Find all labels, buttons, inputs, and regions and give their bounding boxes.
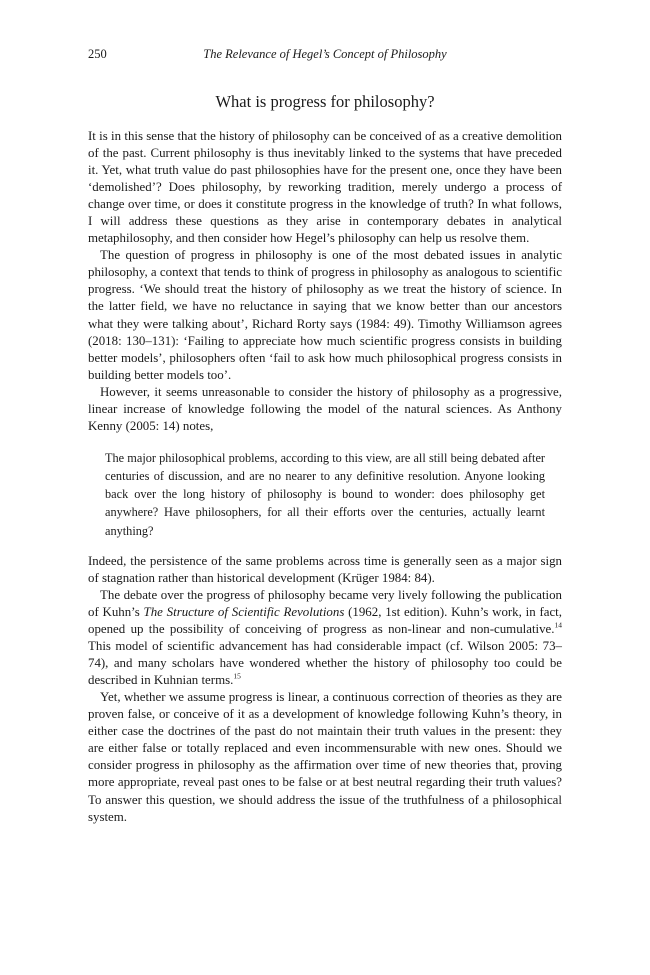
body-text <box>88 128 562 826</box>
page-number: 250 <box>88 47 107 61</box>
paragraph-3: However, it seems unreasonable to consider the history of philosophy as a progressive, linear increase of knowledge following the model of the natural sciences. As Anthony Kenny (2005: 14) notes, <box>88 384 562 433</box>
footnote-marker-15[interactable]: 15 <box>233 671 241 681</box>
paragraph-4: Indeed, the persistence of the same problems across time is generally seen as a major sign of stagnation rather than historical development (Krüger 1984: 84). <box>88 553 562 585</box>
paragraph-6: Yet, whether we assume progress is linear, a continuous correction of theories as they are proven false, or conceive of it as a development of knowledge following Kuhn’s theory, in either case the doctrines of the past do not maintain their truth values in the present: they are either false or totally replaced and even incommensurable with new ones. Should we consider progress in philosophy as the affirmation over time of new theories that, proving more appropriate, reveal past ones to be false or at best neutral regarding their truth values? To answer this question, we should address the issue of the truthfulness of a philosophical system. <box>88 690 562 824</box>
block-quote: The major philosophical problems, according to this view, are all still being debated after centuries of discussion, and are no nearer to any definitive resolution. Anyone looking back over the long history of philosophy is bound to wonder: does philosophy get anywhere? Have philosophers, for all their efforts over the centuries, actually learnt anything? <box>105 450 545 538</box>
section-heading: What is progress for philosophy? <box>215 92 435 111</box>
running-head <box>88 47 562 65</box>
paragraph-5-part-c: This model of scientific advancement has had considerable impact (cf. Wilson 2005: 73–74), and many scholars have wondered whether the history of philosophy too could be described in Kuhnian terms. <box>88 639 562 688</box>
book-title-kuhn: The Structure of Scientific Revolutions <box>143 605 345 619</box>
paragraph-2: The question of progress in philosophy is one of the most debated issues in analytic philosophy, a context that tends to think of progress in philosophy as analogous to scientific progress. ‘We should treat the history of philosophy as we treat the history of science. In the latter field, we have no reluctance in saying that we know better than our ancestors what they were talking about’, Richard Rorty says (1984: 49). Timothy Williamson agrees (2018: 130–131): ‘Failing to appreciate how much scientific progress consists in building better models’, philosophers often ‘fail to ask how much philosophical progress consists in building better models too’. <box>88 248 562 382</box>
paragraph-5-part-a: The debate over the progress of philosophy became very lively following the publication of Kuhn’s <box>88 587 562 619</box>
footnote-marker-14[interactable]: 14 <box>554 620 562 630</box>
paragraph-1: It is in this sense that the history of philosophy can be conceived of as a creative demolition of the past. Current philosophy is thus inevitably linked to the systems that have preceded it. Yet, what truth value do past philosophies have for the present one, once they have been ‘demolished’? Does philosophy, by reworking tradition, merely undergo a process of change over time, or does it constitute progress in the knowledge of truth? In what follows, I will address these questions as they arise in contemporary debates in analytical metaphilosophy, and then consider how Hegel’s philosophy can help us resolve them. <box>88 129 562 246</box>
paragraph-5-part-b: (1962, 1st edition). Kuhn’s work, in fact, opened up the possibility of conceiving of progress as non-linear and non-cumulative. <box>88 605 562 637</box>
running-title: The Relevance of Hegel’s Concept of Philosophy <box>203 47 447 61</box>
paragraph-5 <box>88 587 562 689</box>
